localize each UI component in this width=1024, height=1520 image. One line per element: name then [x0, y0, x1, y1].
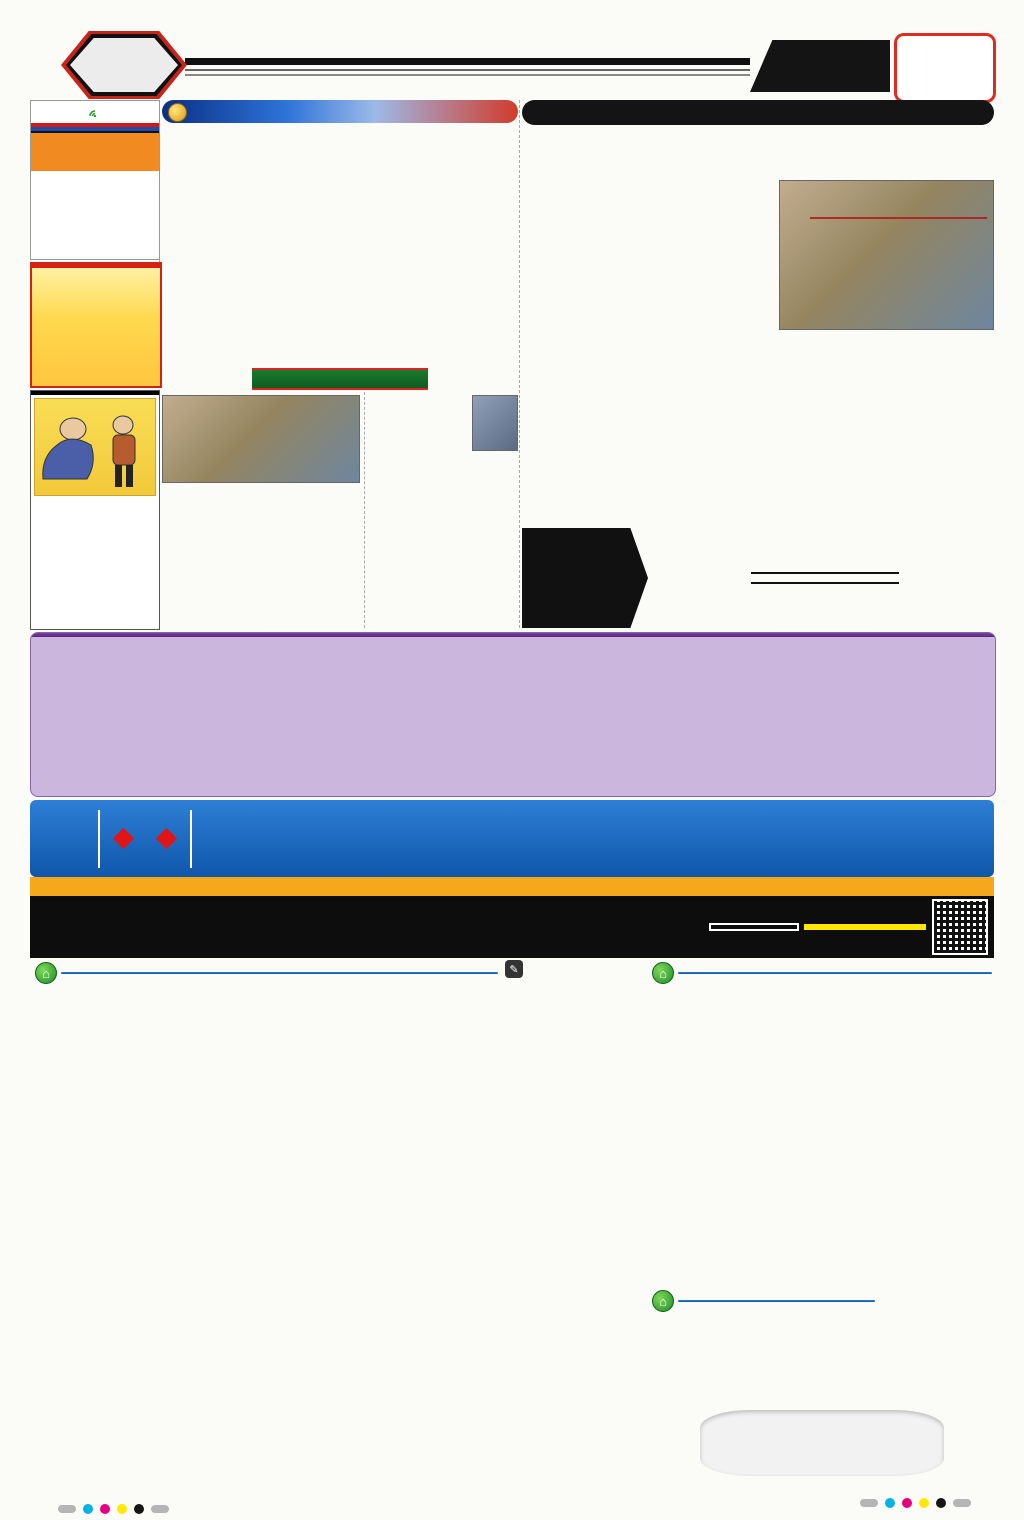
sale-column-3	[269, 988, 381, 1512]
column-divider	[519, 100, 520, 628]
section-banner	[750, 40, 890, 92]
diamond-icon	[113, 828, 134, 849]
horoscope-grid	[31, 637, 995, 647]
sale-column-1	[35, 988, 147, 1512]
news-photo	[162, 395, 360, 483]
page-badge	[66, 34, 182, 96]
online-booking-box[interactable]	[709, 923, 799, 931]
wanted-column-1	[652, 988, 760, 1286]
article-body	[522, 334, 994, 522]
portrait-photo	[472, 395, 518, 451]
sale-column-4	[386, 988, 498, 1512]
registration-marks	[58, 1504, 169, 1514]
industry-story-2	[373, 392, 518, 628]
person-icon: ⌂	[652, 962, 674, 984]
article-lead-row	[522, 180, 994, 330]
railway-body-2	[907, 528, 994, 628]
tolet-header	[652, 1290, 875, 1312]
house-icon: ⌂	[35, 962, 57, 984]
railway-inset-title	[751, 572, 899, 584]
registration-marks	[860, 1498, 971, 1508]
cartoon-box	[30, 390, 160, 630]
section-title	[61, 972, 498, 974]
section-title	[678, 972, 992, 974]
house-icon: ⌂	[652, 1290, 674, 1312]
cartoon-figures	[35, 399, 155, 491]
industry-story-1	[162, 392, 365, 628]
horoscope-section	[30, 632, 996, 797]
photo-banner-text	[810, 217, 987, 219]
railway-body-1	[656, 528, 743, 628]
document-icon: ✎	[505, 960, 523, 978]
divider	[98, 810, 100, 868]
feature-banner	[162, 100, 518, 123]
sale-column-2	[152, 988, 264, 1512]
qr-instructions	[804, 924, 926, 930]
agent-contacts	[30, 923, 709, 931]
industry-section	[162, 392, 518, 628]
category-strip	[30, 877, 994, 896]
article-lead	[522, 180, 771, 330]
news-photo	[779, 180, 994, 330]
hundi-title	[32, 264, 160, 268]
railway-story	[522, 528, 994, 628]
sale-purchase-header	[35, 962, 498, 984]
cartoon-image	[34, 398, 156, 496]
railway-headline	[522, 528, 648, 628]
wanted-header	[652, 962, 992, 984]
divider	[190, 810, 192, 868]
article-body	[162, 180, 518, 363]
header-rules	[185, 58, 750, 76]
audizone-logo	[31, 104, 159, 122]
ad-hundi-income[interactable]	[30, 262, 162, 388]
ad-audizone[interactable]	[30, 100, 160, 260]
contact-strip	[30, 896, 994, 958]
branches-list	[31, 133, 159, 171]
classifieds-banner	[30, 800, 994, 877]
signal-icon	[88, 107, 102, 117]
industry-banner	[252, 368, 428, 390]
wanted-column-3	[880, 988, 992, 1418]
affidavit-header	[505, 960, 647, 978]
affidavit-column	[505, 988, 647, 1512]
masthead-logo	[894, 33, 996, 103]
qr-code	[932, 899, 988, 955]
coin-icon	[168, 103, 187, 122]
section-title	[678, 1300, 875, 1302]
diamond-icon	[156, 828, 177, 849]
classified-promo	[700, 1410, 944, 1476]
wanted-column-2	[765, 988, 875, 1286]
kicker-strip	[522, 100, 994, 125]
